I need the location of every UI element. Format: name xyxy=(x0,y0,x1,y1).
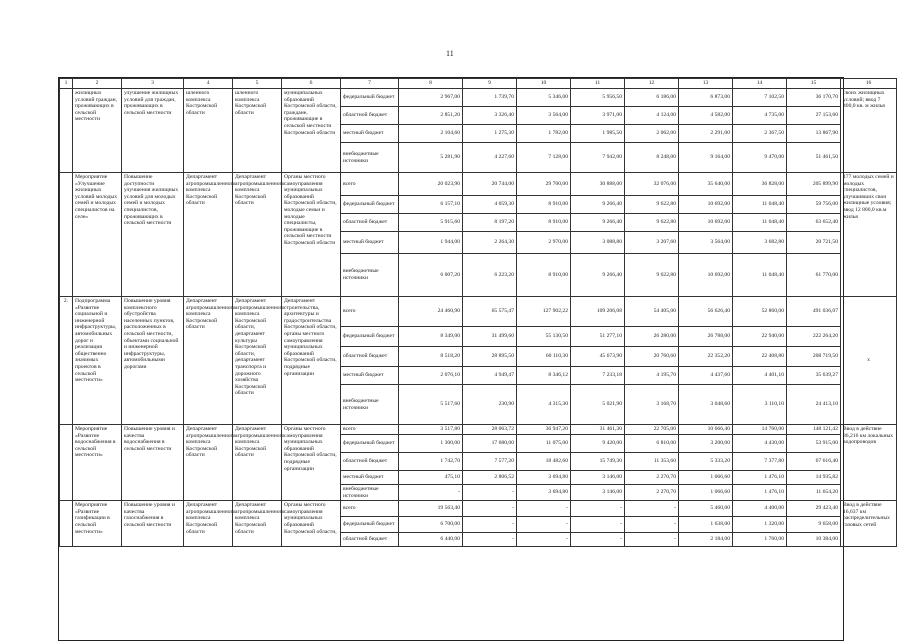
co-executor: Департамент агропромышленного комплекса Костромской области xyxy=(233,173,282,297)
amount-cell: 19 563,40 xyxy=(399,501,463,517)
amount-cell: 65 575,47 xyxy=(463,297,517,327)
amount-cell: 1 476,10 xyxy=(733,485,787,501)
expected-result: х xyxy=(841,297,897,425)
amount-cell: 3 048,60 xyxy=(679,385,733,425)
amount-cell: 3 564,00 xyxy=(517,107,571,125)
participants: Органы местного самоуправления муниципальных образований Костромской области, подрядные организации xyxy=(282,425,341,501)
amount-cell: 8 349,00 xyxy=(399,327,463,347)
amount-cell: 31 461,30 xyxy=(571,425,625,435)
column-number: 6 xyxy=(282,79,341,89)
funding-source: федеральный бюджет xyxy=(341,89,399,107)
amount-cell: 5 460,00 xyxy=(679,501,733,517)
amount-cell: 20 023,90 xyxy=(399,173,463,196)
amount-cell: 17 680,00 xyxy=(463,435,517,453)
amount-cell: 230,90 xyxy=(463,385,517,425)
amount-cell: 3 088,80 xyxy=(571,232,625,254)
co-executor: шленного комплекса Костромской области xyxy=(233,89,282,173)
amount-cell: 2 851,20 xyxy=(399,107,463,125)
amount-cell: 3 146,00 xyxy=(571,485,625,501)
amount-cell: 3 694,80 xyxy=(517,485,571,501)
funding-source: областной бюджет xyxy=(341,214,399,232)
amount-cell: - xyxy=(625,517,679,533)
column-number: 12 xyxy=(625,79,679,89)
funding-source: федеральный бюджет xyxy=(341,327,399,347)
co-executor: Департамент агропромышленного комплекса Костромской области, департамент культуры Костромской области, департамент транспорта и дорожного хозяйства Костромской области xyxy=(233,297,282,425)
column-number: 5 xyxy=(233,79,282,89)
amount-cell: 6 007,20 xyxy=(399,254,463,297)
amount-cell: 9 266,40 xyxy=(571,196,625,214)
amount-cell: 22 408,80 xyxy=(733,347,787,367)
amount-cell: 20 721,50 xyxy=(787,232,841,254)
amount-cell: - xyxy=(463,517,517,533)
amount-cell: 1 985,50 xyxy=(571,125,625,143)
amount-cell: 4 400,00 xyxy=(733,501,787,517)
funding-source: внебюджетные источники xyxy=(341,254,399,297)
amount-cell: 63 652,40 xyxy=(787,214,841,232)
amount-cell: 54 405,00 xyxy=(625,297,679,327)
table-row xyxy=(60,425,897,435)
column-number: 10 xyxy=(517,79,571,89)
amount-cell: 10 692,00 xyxy=(679,214,733,232)
amount-cell: 35 639,27 xyxy=(787,367,841,385)
financing-table xyxy=(59,78,897,547)
amount-cell: - xyxy=(517,501,571,517)
column-number: 16 xyxy=(841,79,897,89)
amount-cell: 7 942,00 xyxy=(571,143,625,173)
participants: муниципальных образований Костромской области, граждане, проживающие в сельской местности Костромской области xyxy=(282,89,341,173)
amount-cell: 3 168,70 xyxy=(625,385,679,425)
amount-cell: - xyxy=(463,533,517,547)
table-row xyxy=(60,173,897,196)
amount-cell: 22 705,00 xyxy=(625,425,679,435)
amount-cell: 8 248,00 xyxy=(625,143,679,173)
amount-cell: 8 197,20 xyxy=(463,214,517,232)
activity-goal: Повышение уровня и качества газоснабжения в сельской местности xyxy=(122,501,184,547)
amount-cell: 24 460,90 xyxy=(399,297,463,327)
activity-goal: Повышение доступности улучшения жилищных условий для молодых семей и молодых специалистов, проживающих в сельской местности xyxy=(122,173,184,297)
amount-cell: 9 470,00 xyxy=(733,143,787,173)
responsible-executor: Департамент агропромышленного комплекса Костромской области xyxy=(184,173,233,297)
amount-cell: 4 059,30 xyxy=(463,196,517,214)
funding-source: местный бюджет xyxy=(341,125,399,143)
amount-cell: 24 413,10 xyxy=(787,385,841,425)
amount-cell: 14 935,82 xyxy=(787,471,841,485)
amount-cell: 5 346,00 xyxy=(517,89,571,107)
activity-name: Мероприятие «Развитие водоснабжения в сельской местности» xyxy=(73,425,122,501)
column-number: 2 xyxy=(73,79,122,89)
amount-cell: - xyxy=(517,517,571,533)
amount-cell: 6 157,10 xyxy=(399,196,463,214)
amount-cell: 1 476,10 xyxy=(733,471,787,485)
responsible-executor: Департамент агропромышленного комплекса Костромской области xyxy=(184,297,233,425)
amount-cell: 11 075,00 xyxy=(517,435,571,453)
amount-cell: 1 300,00 xyxy=(399,435,463,453)
amount-cell: 5 517,60 xyxy=(399,385,463,425)
amount-cell: 32 076,00 xyxy=(625,173,679,196)
responsible-executor: Департамент агропромышленного комплекса Костромской области xyxy=(184,501,233,547)
amount-cell: 22 352,20 xyxy=(679,347,733,367)
amount-cell: 7 102,50 xyxy=(733,89,787,107)
amount-cell: - xyxy=(463,485,517,501)
funding-source: областной бюджет xyxy=(341,453,399,471)
funding-source: всего xyxy=(341,425,399,435)
column-number: 11 xyxy=(571,79,625,89)
activity-name: Мероприятие «Улучшение жилищных условий молодых семей и молодых специалистов на селе» xyxy=(73,173,122,297)
amount-cell: - xyxy=(571,501,625,517)
funding-source: местный бюджет xyxy=(341,471,399,485)
amount-cell: 5 333,20 xyxy=(679,453,733,471)
co-executor: Департамент агропромышленного комплекса Костромской области xyxy=(233,501,282,547)
amount-cell: - xyxy=(463,501,517,517)
amount-cell: 10 384,00 xyxy=(787,533,841,547)
amount-cell: 30 888,00 xyxy=(571,173,625,196)
amount-cell: 27 153,60 xyxy=(787,107,841,125)
amount-cell: 11 048,40 xyxy=(733,196,787,214)
amount-cell: 56 626,40 xyxy=(679,297,733,327)
column-number: 13 xyxy=(679,79,733,89)
amount-cell: 2 076,10 xyxy=(399,367,463,385)
amount-cell: 7 577,20 xyxy=(463,453,517,471)
funding-source: внебюджетные источники xyxy=(341,485,399,501)
amount-cell: 2 184,00 xyxy=(679,533,733,547)
amount-cell: 475,10 xyxy=(399,471,463,485)
amount-cell: 2 806,52 xyxy=(463,471,517,485)
amount-cell: 20 744,00 xyxy=(463,173,517,196)
amount-cell: 15 749,30 xyxy=(571,453,625,471)
amount-cell: 3 146,00 xyxy=(571,471,625,485)
amount-cell: 6 700,00 xyxy=(399,517,463,533)
activity-goal: Повышение уровня и качества водоснабжения в сельской местности xyxy=(122,425,184,501)
amount-cell: 11 353,60 xyxy=(625,453,679,471)
column-number: 8 xyxy=(399,79,463,89)
amount-cell: 1 066,60 xyxy=(679,471,733,485)
amount-cell: 1 742,70 xyxy=(399,453,463,471)
amount-cell: 1 739,70 xyxy=(463,89,517,107)
amount-cell: 36 170,70 xyxy=(787,89,841,107)
amount-cell: 5 956,50 xyxy=(571,89,625,107)
amount-cell: 28 063,72 xyxy=(463,425,517,435)
amount-cell: 6 186,00 xyxy=(625,89,679,107)
amount-cell: 9 266,40 xyxy=(571,214,625,232)
amount-cell: 208 719,50 xyxy=(787,347,841,367)
amount-cell: 4 124,00 xyxy=(625,107,679,125)
amount-cell: 7 377,80 xyxy=(733,453,787,471)
amount-cell: 8 910,00 xyxy=(517,254,571,297)
amount-cell: 10 666,40 xyxy=(679,425,733,435)
amount-cell: 8 910,00 xyxy=(517,214,571,232)
group-index xyxy=(60,425,73,501)
amount-cell: 28 895,50 xyxy=(463,347,517,367)
amount-cell: 4 195,70 xyxy=(625,367,679,385)
amount-cell: 2 970,00 xyxy=(517,232,571,254)
amount-cell: 491 036,07 xyxy=(787,297,841,327)
amount-cell: 1 944,00 xyxy=(399,232,463,254)
activity-goal: Повышение уровня комплексного обустройства населенных пунктов, расположенных в сельской местности, объектами социальной и инженерной инфраструктуры, автомобильными дорогами xyxy=(122,297,184,425)
participants: Органы местного самоуправления муниципальных образований Костромской области, xyxy=(282,501,341,547)
funding-source: областной бюджет xyxy=(341,347,399,367)
amount-cell: 1 066,60 xyxy=(679,485,733,501)
amount-cell: 67 616,40 xyxy=(787,453,841,471)
amount-cell: 4 227,60 xyxy=(463,143,517,173)
amount-cell: 8 346,12 xyxy=(517,367,571,385)
column-number: 1 xyxy=(60,79,73,89)
funding-source: федеральный бюджет xyxy=(341,435,399,453)
expected-result: своих жилищных условий; ввод 7 400,0 кв. м жилья xyxy=(841,89,897,173)
amount-cell: 3 971,00 xyxy=(571,107,625,125)
amount-cell: 8 910,00 xyxy=(517,196,571,214)
column-number: 9 xyxy=(463,79,517,89)
amount-cell: 4 949,47 xyxy=(463,367,517,385)
amount-cell: 11 048,40 xyxy=(733,254,787,297)
amount-cell: 59 756,00 xyxy=(787,196,841,214)
amount-cell: 2 264,30 xyxy=(463,232,517,254)
amount-cell: 61 770,00 xyxy=(787,254,841,297)
column-number: 15 xyxy=(787,79,841,89)
amount-cell: 3 694,80 xyxy=(517,471,571,485)
amount-cell: 51 277,10 xyxy=(571,327,625,347)
amount-cell: 60 110,30 xyxy=(517,347,571,367)
amount-cell: 22 940,00 xyxy=(733,327,787,347)
responsible-executor: шленного комплекса Костромской области xyxy=(184,89,233,173)
amount-cell: 20 760,60 xyxy=(625,347,679,367)
activity-goal: улучшение жилищных условий для граждан, проживающих в сельской местности xyxy=(122,89,184,173)
column-number-row xyxy=(60,79,897,89)
amount-cell: 109 206,08 xyxy=(571,297,625,327)
amount-cell: 148 121,42 xyxy=(787,425,841,435)
amount-cell: 4 582,00 xyxy=(679,107,733,125)
amount-cell: 26 788,00 xyxy=(679,327,733,347)
amount-cell: 51 461,50 xyxy=(787,143,841,173)
funding-source: всего xyxy=(341,173,399,196)
participants: Органы местного самоуправления муниципальных образований Костромской области, молодые семьи и молодые специалисты, проживающие в сельской местности Костромской области xyxy=(282,173,341,297)
amount-cell: 3 207,60 xyxy=(625,232,679,254)
amount-cell: 5 021,90 xyxy=(571,385,625,425)
amount-cell: 4 735,00 xyxy=(733,107,787,125)
amount-cell: 36 947,20 xyxy=(517,425,571,435)
amount-cell: 29 700,00 xyxy=(517,173,571,196)
amount-cell: - xyxy=(517,533,571,547)
amount-cell: 10 692,00 xyxy=(679,196,733,214)
amount-cell: 26 280,00 xyxy=(625,327,679,347)
amount-cell: 2 104,60 xyxy=(399,125,463,143)
amount-cell: 3 564,00 xyxy=(679,232,733,254)
amount-cell: 3 110,10 xyxy=(733,385,787,425)
amount-cell: 6 810,00 xyxy=(625,435,679,453)
amount-cell: 1 275,30 xyxy=(463,125,517,143)
amount-cell: 53 915,00 xyxy=(787,435,841,453)
column-number: 7 xyxy=(341,79,399,89)
group-index: 2. xyxy=(60,297,73,425)
amount-cell: 14 760,00 xyxy=(733,425,787,435)
amount-cell: 10 692,00 xyxy=(679,254,733,297)
funding-source: всего xyxy=(341,297,399,327)
amount-cell: 9 622,80 xyxy=(625,214,679,232)
funding-source: областной бюджет xyxy=(341,533,399,547)
funding-source: федеральный бюджет xyxy=(341,517,399,533)
expected-result: 177 молодых семей и молодых специалистов, улучшивших свои жилищные условия; ввод 12 800,0 кв.м жилья xyxy=(841,173,897,297)
column-number: 4 xyxy=(184,79,233,89)
amount-cell: 6 223,20 xyxy=(463,254,517,297)
expected-result: Ввод в действие 86,216 км локальных водопроводов xyxy=(841,425,897,501)
participants: Департамент строительства, архитектуры и градостроительства Костромской области, органы местного самоуправления муниципальных образований Костромской области, подрядные организации xyxy=(282,297,341,425)
amount-cell: - xyxy=(399,485,463,501)
activity-name: Подпрограмма «Развитие социальной и инженерной инфраструктуры, автомобильных дорог и реализация общественно значимых проектов в сельской местности» xyxy=(73,297,122,425)
amount-cell: 4 401,10 xyxy=(733,367,787,385)
amount-cell: 222 264,20 xyxy=(787,327,841,347)
amount-cell: 11 048,40 xyxy=(733,214,787,232)
funding-source: областной бюджет xyxy=(341,107,399,125)
funding-source: всего xyxy=(341,501,399,517)
amount-cell: 2 367,50 xyxy=(733,125,787,143)
amount-cell: - xyxy=(571,517,625,533)
amount-cell: 2 291,00 xyxy=(679,125,733,143)
amount-cell: 3 200,00 xyxy=(679,435,733,453)
co-executor: Департамент агропромышленного комплекса Костромской области xyxy=(233,425,282,501)
page-number: 11 xyxy=(446,49,454,58)
amount-cell: 2 270,70 xyxy=(625,471,679,485)
amount-cell: 55 130,50 xyxy=(517,327,571,347)
funding-source: местный бюджет xyxy=(341,367,399,385)
amount-cell: 127 902,22 xyxy=(517,297,571,327)
table-body xyxy=(60,89,897,547)
funding-source: федеральный бюджет xyxy=(341,196,399,214)
amount-cell: 35 640,00 xyxy=(679,173,733,196)
group-index xyxy=(60,89,73,173)
funding-source: местный бюджет xyxy=(341,232,399,254)
group-index xyxy=(60,501,73,547)
amount-cell: 1 638,00 xyxy=(679,517,733,533)
amount-cell: 1 320,00 xyxy=(733,517,787,533)
amount-cell: 18 482,60 xyxy=(517,453,571,471)
amount-cell: 9 658,00 xyxy=(787,517,841,533)
amount-cell: 2 967,00 xyxy=(399,89,463,107)
table-row xyxy=(60,501,897,517)
amount-cell: 3 326,40 xyxy=(463,107,517,125)
funding-source: внебюджетные источники xyxy=(341,385,399,425)
responsible-executor: Департамент агропромышленного комплекса Костромской области xyxy=(184,425,233,501)
table-row xyxy=(60,89,897,107)
amount-cell: 4 437,60 xyxy=(679,367,733,385)
amount-cell: 8 518,20 xyxy=(399,347,463,367)
amount-cell: 5 281,90 xyxy=(399,143,463,173)
amount-cell: 29 423,40 xyxy=(787,501,841,517)
amount-cell: - xyxy=(625,533,679,547)
column-number: 14 xyxy=(733,79,787,89)
amount-cell: 9 420,00 xyxy=(571,435,625,453)
amount-cell: - xyxy=(571,533,625,547)
amount-cell: 2 062,00 xyxy=(625,125,679,143)
amount-cell: 6 440,00 xyxy=(399,533,463,547)
amount-cell: 1 760,00 xyxy=(733,533,787,547)
amount-cell: 6 873,00 xyxy=(679,89,733,107)
activity-name: Мероприятие «Развитие газификации в сельской местности» xyxy=(73,501,122,547)
amount-cell: 4 430,00 xyxy=(733,435,787,453)
group-index xyxy=(60,173,73,297)
amount-cell: 36 828,00 xyxy=(733,173,787,196)
funding-source: внебюджетные источники xyxy=(341,143,399,173)
expected-result: Ввод в действие 16,637 км распределительных газовых сетей xyxy=(841,501,897,547)
program-table-page xyxy=(58,77,894,641)
amount-cell: 5 915,60 xyxy=(399,214,463,232)
amount-cell: 205 899,90 xyxy=(787,173,841,196)
amount-cell: 2 270,70 xyxy=(625,485,679,501)
amount-cell: - xyxy=(625,501,679,517)
amount-cell: 9 266,40 xyxy=(571,254,625,297)
table-row xyxy=(60,297,897,327)
amount-cell: 1 782,00 xyxy=(517,125,571,143)
amount-cell: 31 499,60 xyxy=(463,327,517,347)
amount-cell: 7 233,18 xyxy=(571,367,625,385)
amount-cell: 3 517,80 xyxy=(399,425,463,435)
amount-cell: 13 867,90 xyxy=(787,125,841,143)
amount-cell: 45 673,90 xyxy=(571,347,625,367)
amount-cell: 9 164,00 xyxy=(679,143,733,173)
amount-cell: 9 622,80 xyxy=(625,254,679,297)
amount-cell: 7 128,00 xyxy=(517,143,571,173)
amount-cell: 4 315,30 xyxy=(517,385,571,425)
column-number: 3 xyxy=(122,79,184,89)
amount-cell: 11 654,20 xyxy=(787,485,841,501)
amount-cell: 3 682,80 xyxy=(733,232,787,254)
amount-cell: 52 860,00 xyxy=(733,297,787,327)
amount-cell: 9 622,80 xyxy=(625,196,679,214)
activity-name: жилищных условий граждан, проживающих в сельской местности xyxy=(73,89,122,173)
